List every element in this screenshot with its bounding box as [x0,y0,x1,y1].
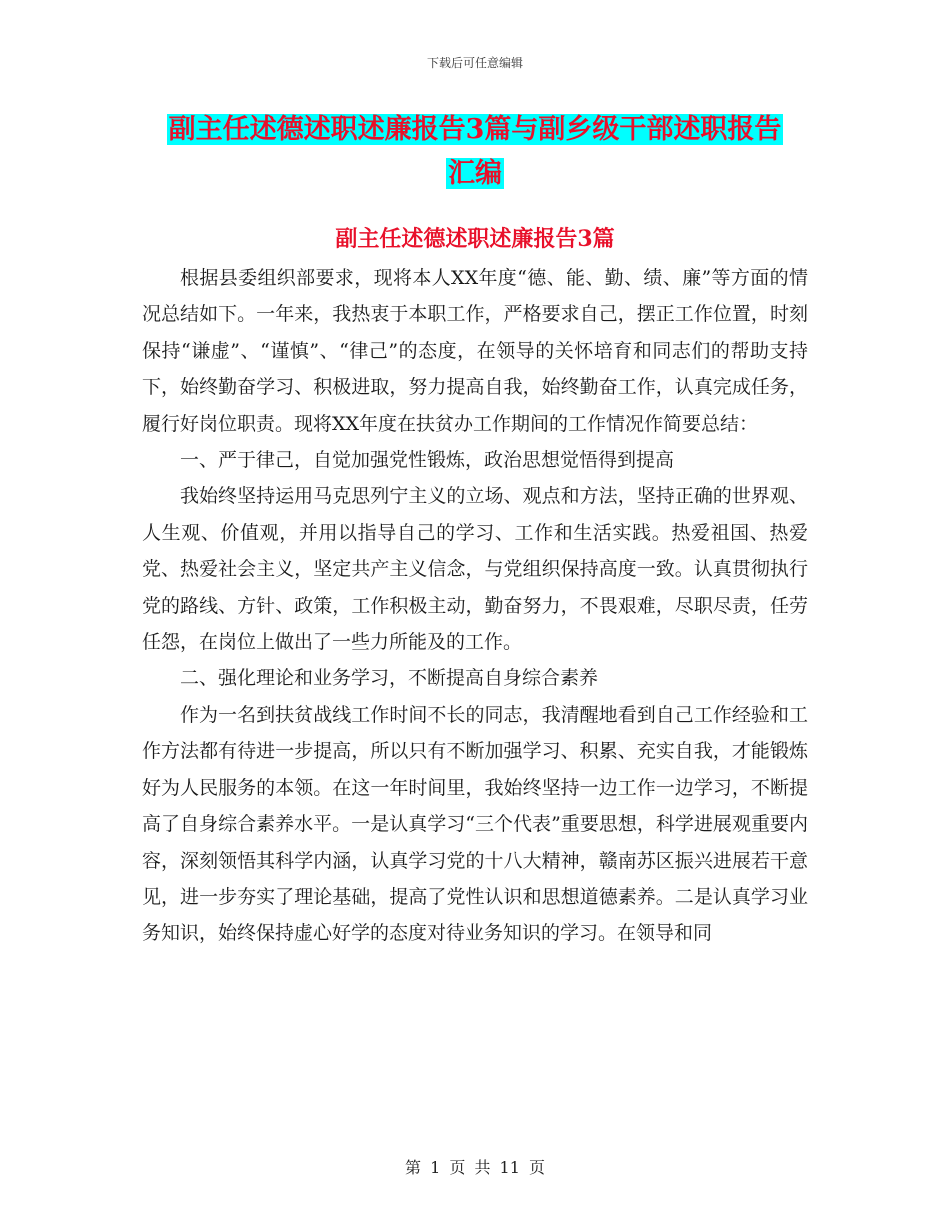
document-title-line-1: 副主任述德述职述廉报告3篇与副乡级干部述职报告 [168,114,782,145]
heading-1: 一、严于律己，自觉加强党性锻炼，政治思想觉悟得到提高 [180,449,675,472]
document-title-line-2: 汇编 [448,158,502,189]
body-text [142,260,808,952]
section-title: 副主任述德述职述廉报告3篇 [335,226,615,252]
header-note: 下载后可任意编辑 [426,56,523,70]
paragraph-1: 我始终坚持运用马克思列宁主义的立场、观点和方法，坚持正确的世界观、人生观、价值观，并用以指导自己的学习、工作和生活实践。热爱祖国、热爱党、热爱社会主义，坚定共产主义信念，与党组织保持高度一致。认真贯彻执行党的路线、方针、政策，工作积极主动，勤奋努力，不畏艰难，尽职尽责，任劳任怨，在岗位上做出了一些力所能及的工作。 [142,485,808,654]
paragraph-2: 作为一名到扶贫战线工作时间不长的同志，我清醒地看到自己工作经验和工作方法都有待进一步提高，所以只有不断加强学习、积累、充实自我，才能锻炼好为人民服务的本领。在这一年时间里，我始终坚持一边工作一边学习，不断提高了自身综合素养水平。一是认真学习“三个代表”重要思想，科学进展观重要内容，深刻领悟其科学内涵，认真学习党的十八大精神，赣南苏区振兴进展若干意见，进一步夯实了理论基础，提高了党性认识和思想道德素养。二是认真学习业务知识，始终保持虚心好学的态度对待业务知识的学习。在领导和同 [142,703,808,945]
paragraph-intro: 根据县委组织部要求，现将本人XX年度“德、能、勤、绩、廉”等方面的情况总结如下。一年来，我热衷于本职工作，严格要求自己，摆正工作位置，时刻保持“谦虚”、“谨慎”、“律己”的态度，在领导的关怀培育和同志们的帮助支持下，始终勤奋学习、积极进取，努力提高自我，始终勤奋工作，认真完成任务，履行好岗位职责。现将XX年度在扶贫办工作期间的工作情况作简要总结： [142,267,808,435]
page-number: 第 1 页 共 11 页 [405,1158,545,1177]
heading-2: 二、强化理论和业务学习，不断提高自身综合素养 [180,667,599,690]
document-title [140,108,810,196]
